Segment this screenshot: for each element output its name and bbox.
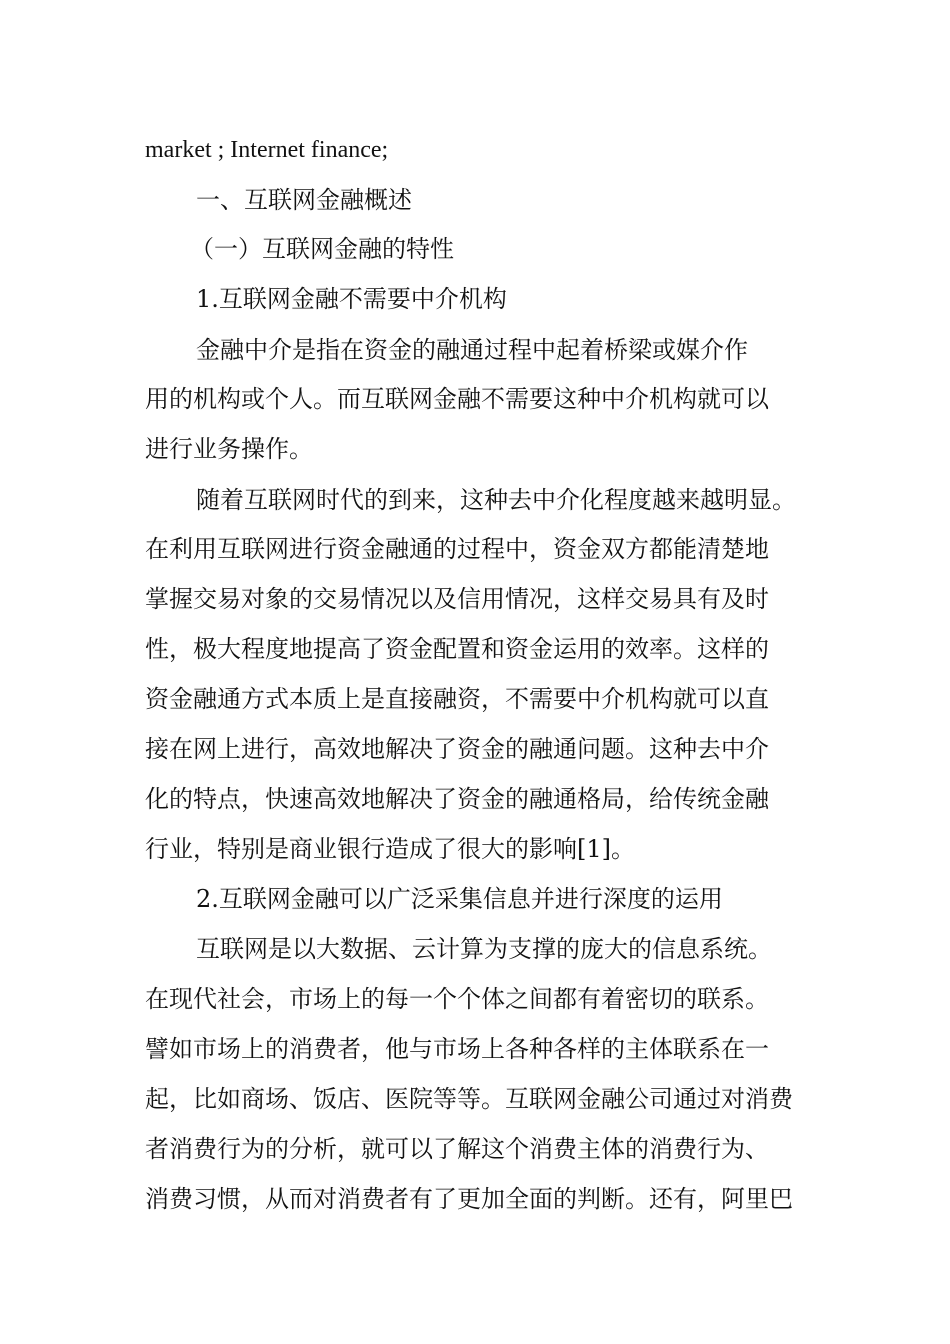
paragraph2-line: 随着互联网时代的到来，这种去中介化程度越来越明显。 <box>196 486 796 514</box>
paragraph3-line: 在现代社会，市场上的每一个个体之间都有着密切的联系。 <box>145 985 769 1013</box>
paragraph2-line: 资金融通方式本质上是直接融资，不需要中介机构就可以直 <box>145 685 769 713</box>
paragraph2-line: 在利用互联网进行资金融通的过程中，资金双方都能清楚地 <box>145 535 769 563</box>
point2-heading: 2.互联网金融可以广泛采集信息并进行深度的运用 <box>196 885 723 913</box>
paragraph1-line: 进行业务操作。 <box>145 435 313 463</box>
paragraph2-line: 性，极大程度地提高了资金配置和资金运用的效率。这样的 <box>145 635 769 663</box>
paragraph2-line: 行业，特别是商业银行造成了很大的影响[1]。 <box>145 835 635 863</box>
paragraph2-line: 掌握交易对象的交易情况以及信用情况，这样交易具有及时 <box>145 585 769 613</box>
paragraph3-line: 起，比如商场、饭店、医院等等。互联网金融公司通过对消费 <box>145 1085 793 1113</box>
section-heading: 一、互联网金融概述 <box>196 186 412 214</box>
paragraph1-line: 金融中介是指在资金的融通过程中起着桥梁或媒介作 <box>196 336 748 364</box>
paragraph3-line: 譬如市场上的消费者，他与市场上各种各样的主体联系在一 <box>145 1035 769 1063</box>
keywords-line: market ; Internet finance; <box>145 137 389 163</box>
paragraph3-line: 互联网是以大数据、云计算为支撑的庞大的信息系统。 <box>196 935 772 963</box>
paragraph1-line: 用的机构或个人。而互联网金融不需要这种中介机构就可以 <box>145 385 769 413</box>
paragraph3-line: 消费习惯，从而对消费者有了更加全面的判断。还有，阿里巴 <box>145 1185 793 1213</box>
paragraph3-line: 者消费行为的分析，就可以了解这个消费主体的消费行为、 <box>145 1135 769 1163</box>
paragraph2-line: 化的特点，快速高效地解决了资金的融通格局，给传统金融 <box>145 785 769 813</box>
paragraph2-line: 接在网上进行，高效地解决了资金的融通问题。这种去中介 <box>145 735 769 763</box>
point1-heading: 1.互联网金融不需要中介机构 <box>196 285 507 313</box>
subsection-heading: （一）互联网金融的特性 <box>190 235 454 263</box>
